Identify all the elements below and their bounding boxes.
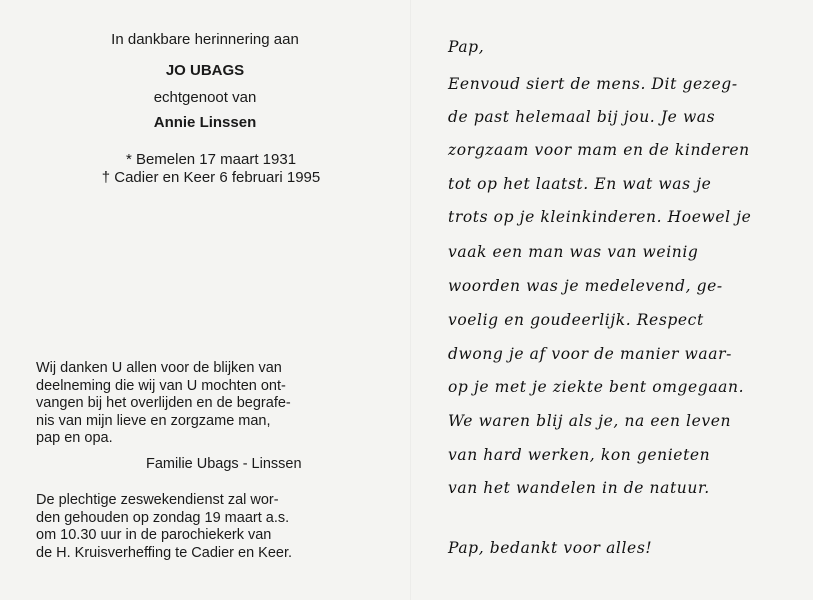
letter-line: de past helemaal bij jou. Je was [448,108,716,126]
letter-line: van hard werken, kon genieten [448,446,711,464]
letter-line: We waren blij als je, na een leven [448,412,732,430]
birth-line: * Bemelen 17 maart 1931 [125,151,297,168]
deceased-name: JO UBAGS [165,62,245,79]
relation-text: echtgenoot van [153,89,257,106]
handwritten-column [410,0,813,600]
thanks-line: deelneming die wij van U mochten ont- [36,377,286,394]
letter-line: tot op het laatst. En wat was je [448,175,712,193]
letter-line: zorgzaam voor mam en de kinderen [448,141,750,159]
letter-line: Eenvoud siert de mens. Dit gezeg- [448,75,738,93]
service-line: den gehouden op zondag 19 maart a.s. [36,509,290,526]
letter-line: Pap, [448,38,485,56]
letter-line: trots op je kleinkinderen. Hoewel je [448,208,752,226]
letter-line: van het wandelen in de natuur. [448,479,710,497]
letter-line: op je met je ziekte bent omgegaan. [448,378,745,396]
thanks-line: pap en opa. [36,430,113,446]
thanks-line: nis van mijn lieve en zorgzame man, [36,412,271,429]
thanks-paragraph [36,360,336,448]
letter-line: voelig en goudeerlijk. Respect [448,311,704,329]
service-paragraph [36,492,336,562]
letter-line: woorden was je medelevend, ge- [448,277,723,295]
service-line: de H. Kruisverheffing te Cadier en Keer. [36,544,293,561]
intro-text: In dankbare herinnering aan [111,31,299,48]
family-signature: Familie Ubags - Linssen [146,456,302,472]
letter-closing: Pap, bedankt voor alles! [448,539,653,557]
thanks-line: vangen bij het overlijden en de begrafe- [36,395,291,411]
service-line: om 10.30 uur in de parochiekerk van [36,527,272,543]
thanks-line: Wij danken U allen voor de blijken van [36,360,282,376]
letter-line: dwong je af voor de manier waar- [448,345,732,363]
spouse-name: Annie Linssen [153,114,257,131]
letter-line: vaak een man was van weinig [448,243,699,261]
death-line: † Cadier en Keer 6 februari 1995 [101,169,321,186]
service-line: De plechtige zeswekendienst zal wor- [36,492,279,508]
